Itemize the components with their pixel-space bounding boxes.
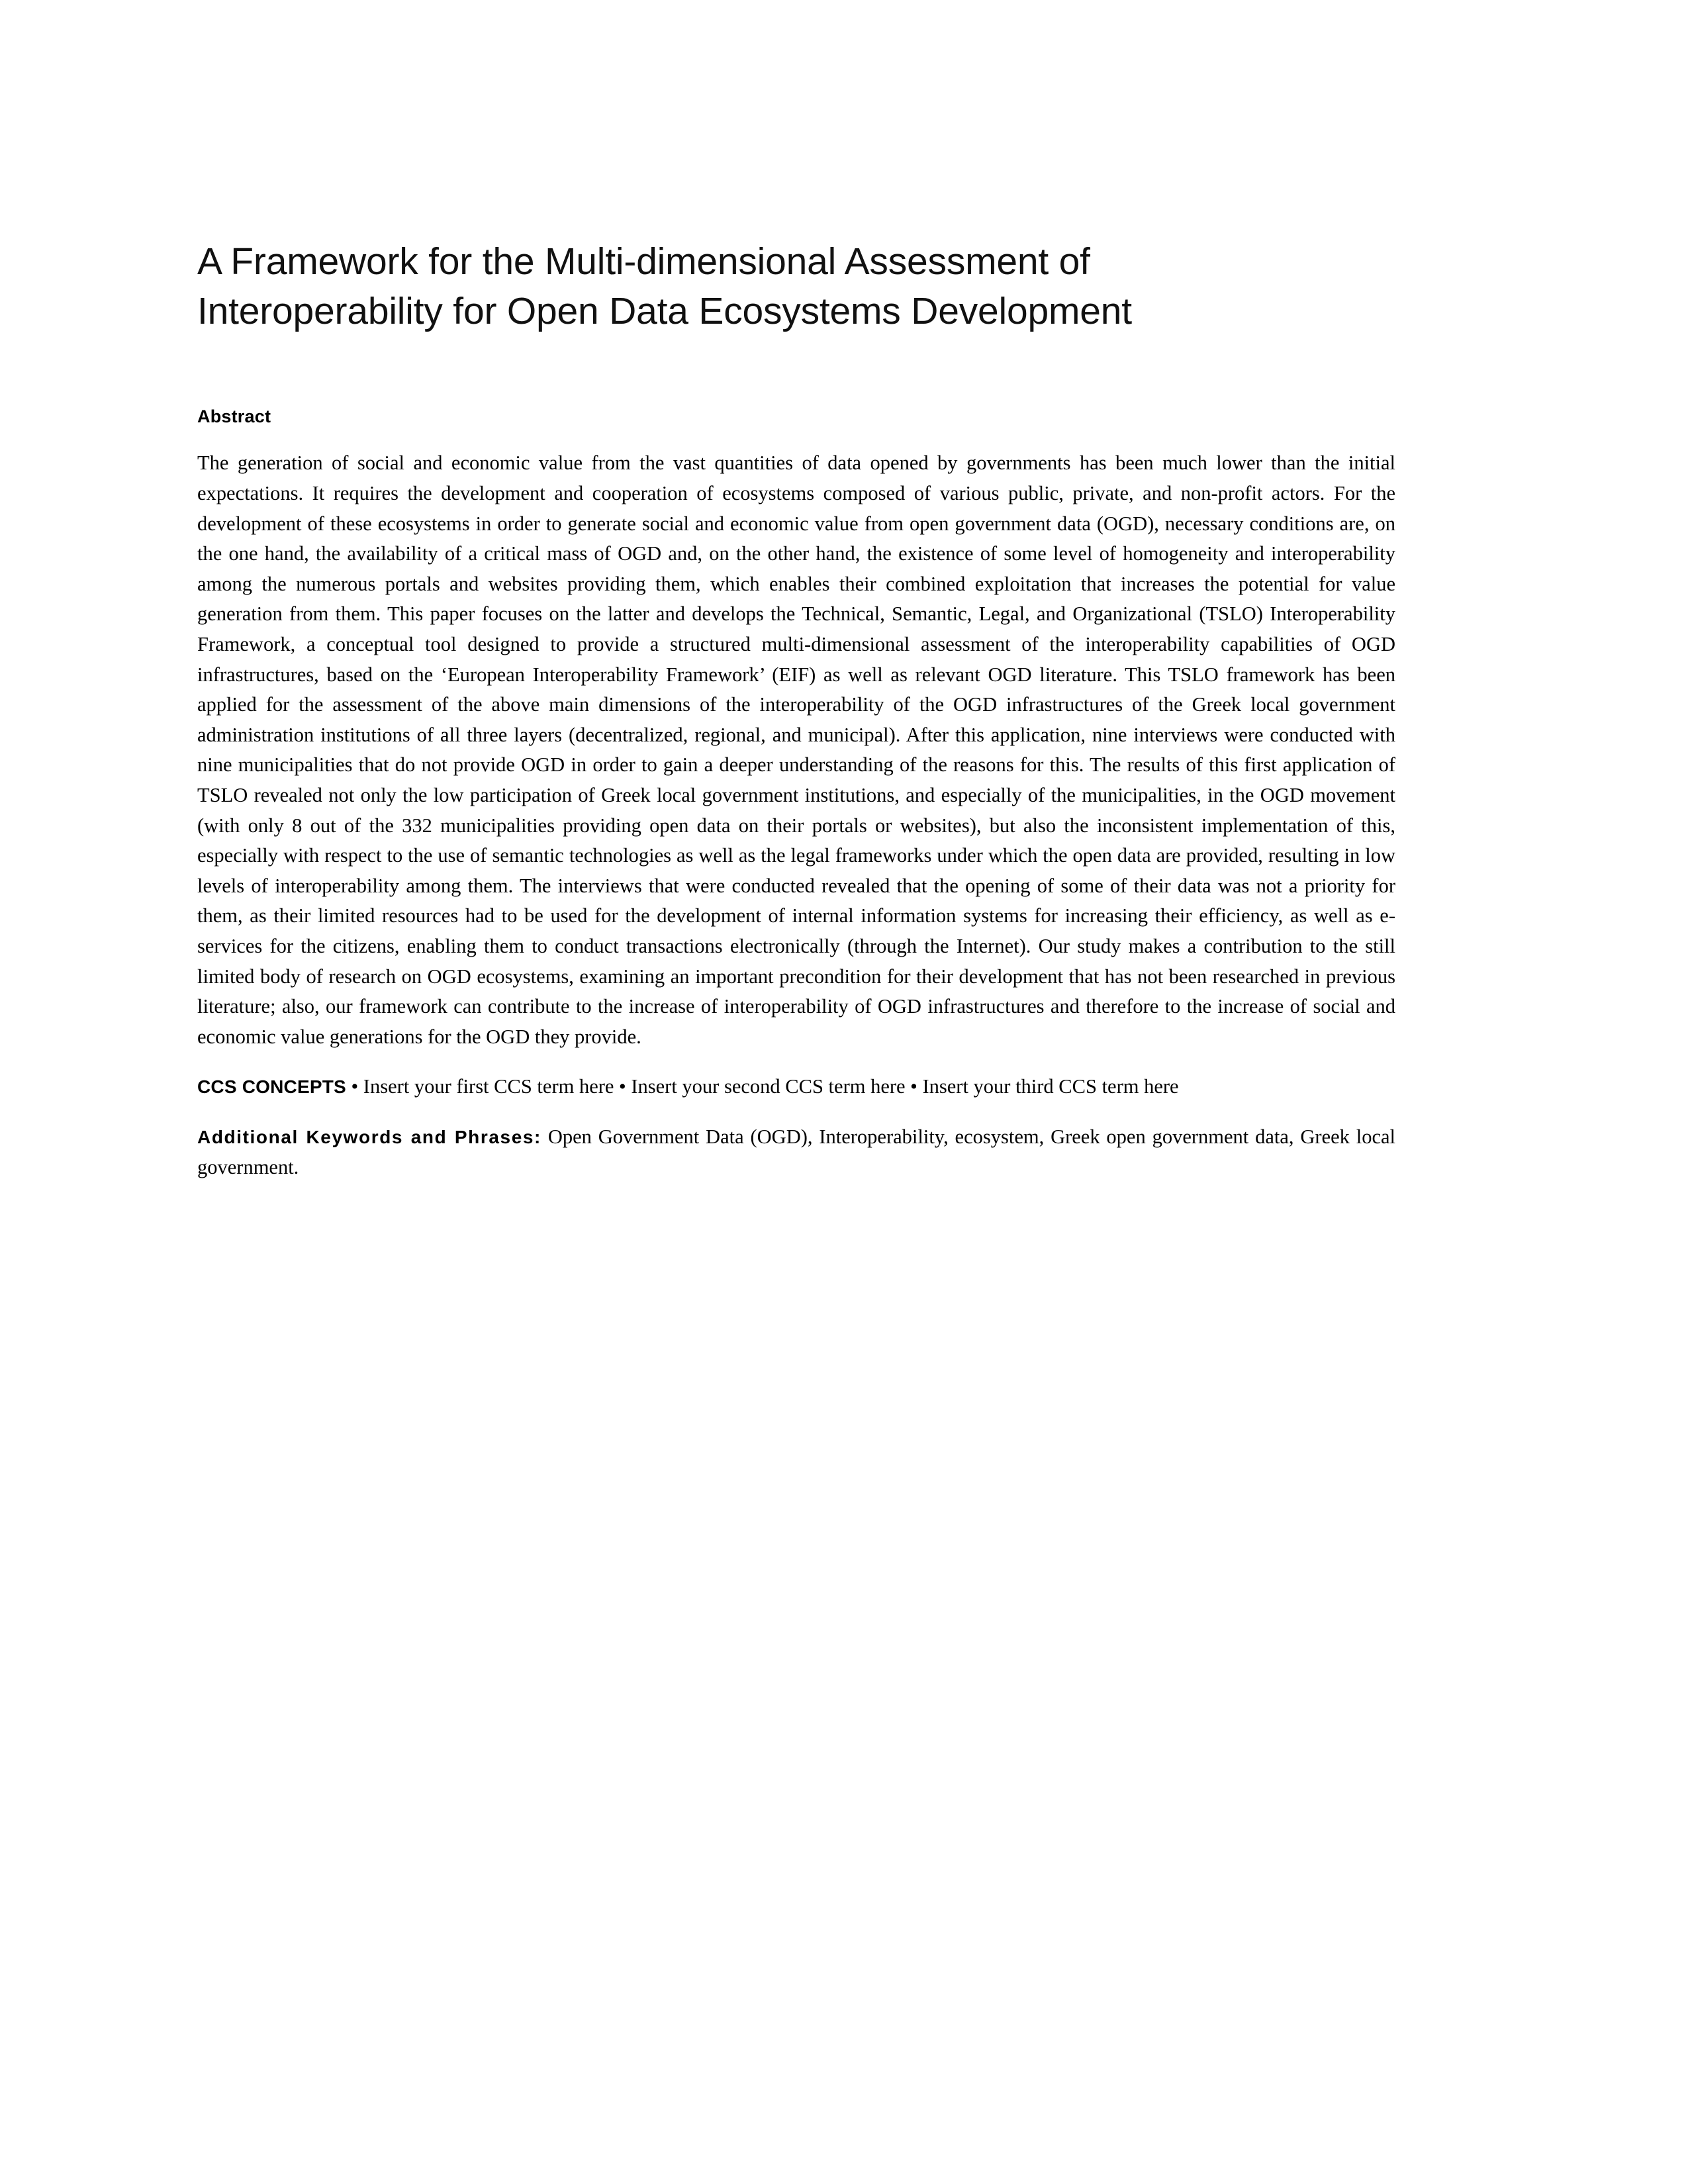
document-content: [197, 237, 1395, 1182]
ccs-concepts-label: CCS CONCEPTS: [197, 1076, 346, 1098]
abstract-paragraph: The generation of social and economic value from the vast quantities of data opened by governments has been much lower than the initial expectations. It requires the development and cooperation of ecosystems composed of various public, private, and non-profit actors. For the development of these ecosystems in order to generate social and economic value from open government data (OGD), necessary conditions are, on the one hand, the availability of a critical mass of OGD and, on the other hand, the existence of some level of homogeneity and interoperability among the numerous portals and websites providing them, which enables their combined exploitation that increases the potential for value generation from them. This paper focuses on the latter and develops the Technical, Semantic, Legal, and Organizational (TSLO) Interoperability Framework, a conceptual tool designed to provide a structured multi-dimensional assessment of the interoperability capabilities of OGD infrastructures, based on the ‘European Interoperability Framework’ (EIF) as well as relevant OGD literature. This TSLO framework has been applied for the assessment of the above main dimensions of the interoperability of the OGD infrastructures of the Greek local government administration institutions of all three layers (decentralized, regional, and municipal). After this application, nine interviews were conducted with nine municipalities that do not provide OGD in order to gain a deeper understanding of the reasons for this. The results of this first application of TSLO revealed not only the low participation of Greek local government institutions, and especially of the municipalities, in the OGD movement (with only 8 out of the 332 municipalities providing open data on their portals or websites), but also the inconsistent implementation of this, especially with respect to the use of semantic technologies as well as the legal frameworks under which the open data are provided, resulting in low levels of interoperability among them. The interviews that were conducted revealed that the opening of some of their data was not a priority for them, as their limited resources had to be used for the development of internal information systems for increasing their efficiency, as well as e-services for the citizens, enabling them to conduct transactions electronically (through the Internet). Our study makes a contribution to the still limited body of research on OGD ecosystems, examining an important precondition for their development that has not been researched in previous literature; also, our framework can contribute to the increase of interoperability of OGD infrastructures and therefore to the increase of social and economic value generations for the OGD they provide.: [197, 451, 1395, 1048]
keywords-block: [197, 1122, 1395, 1182]
ccs-concepts-block: [197, 1072, 1395, 1102]
abstract-heading: Abstract: [197, 406, 271, 427]
page-title: A Framework for the Multi-dimensional Assessment of Interoperability for Open Data Ecosystems Development: [197, 240, 1132, 333]
keywords-text: Open Government Data (OGD), Interoperability, ecosystem, Greek open government data, Greek local government.: [197, 1125, 1396, 1178]
keywords-label: Additional Keywords and Phrases:: [197, 1126, 541, 1147]
ccs-concepts-text: • Insert your first CCS term here • Insert your second CCS term here • Insert your third CCS term here: [346, 1075, 1179, 1098]
